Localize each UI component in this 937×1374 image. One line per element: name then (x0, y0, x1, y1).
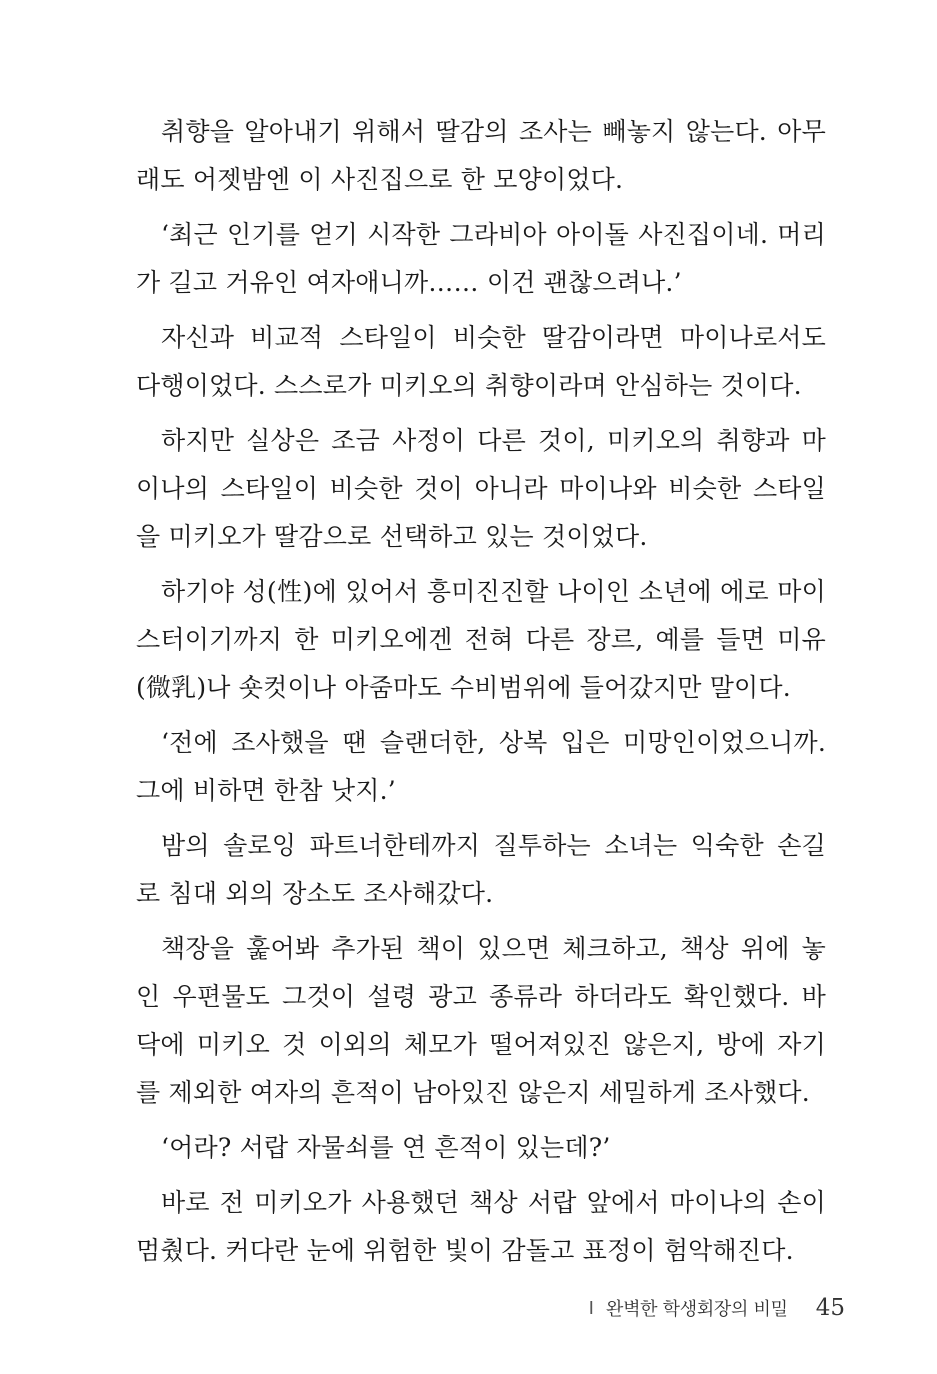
paragraph (136, 1179, 826, 1275)
text-line: 인 우편물도 그것이 설령 광고 종류라 하더라도 확인했다. 바 (136, 982, 826, 1011)
text-line: 자신과 비교적 스타일이 비슷한 딸감이라면 마이나로서도 (161, 323, 826, 352)
text-line: 밤의 솔로잉 파트너한테까지 질투하는 소녀는 익숙한 손길 (161, 831, 826, 860)
text-line: 닥에 미키오 것 이외의 체모가 떨어져있진 않은지, 방에 자기 (136, 1030, 826, 1059)
text-line: 바로 전 미키오가 사용했던 책상 서랍 앞에서 마이나의 손이 (161, 1188, 826, 1217)
text-line: 가 길고 거유인 여자애니까…… 이건 괜찮으려나.’ (136, 268, 682, 297)
body-text (136, 108, 826, 1275)
page-footer (589, 1292, 845, 1324)
text-line: 로 침대 외의 장소도 조사해갔다. (136, 879, 494, 908)
page-number: 45 (815, 1295, 845, 1321)
paragraph (136, 108, 826, 204)
paragraph (136, 314, 826, 410)
paragraph (136, 568, 826, 712)
text-line: 하지만 실상은 조금 사정이 다른 것이, 미키오의 취향과 마 (161, 426, 826, 455)
paragraph (136, 822, 826, 918)
text-line: 책장을 훑어봐 추가된 책이 있으면 체크하고, 책상 위에 놓 (161, 934, 826, 963)
paragraph (136, 1124, 826, 1172)
text-line: ‘최근 인기를 얻기 시작한 그라비아 아이돌 사진집이네. 머리 (161, 220, 826, 249)
text-line: 다행이었다. 스스로가 미키오의 취향이라며 안심하는 것이다. (136, 371, 802, 400)
text-line: (微乳)나 숏컷이나 아줌마도 수비범위에 들어갔지만 말이다. (136, 673, 791, 702)
text-line: ‘전에 조사했을 땐 슬랜더한, 상복 입은 미망인이었으니까. (161, 728, 826, 757)
text-line: 그에 비하면 한참 낫지.’ (136, 776, 396, 805)
paragraph (136, 925, 826, 1117)
text-line: ‘어라? 서랍 자물쇠를 연 흔적이 있는데?’ (161, 1133, 611, 1162)
running-title: 완벽한 학생회장의 비밀 (605, 1299, 788, 1320)
paragraph (136, 211, 826, 307)
text-line: 취향을 알아내기 위해서 딸감의 조사는 빼놓지 않는다. 아무 (161, 117, 826, 146)
text-line: 을 미키오가 딸감으로 선택하고 있는 것이었다. (136, 522, 648, 551)
paragraph (136, 417, 826, 561)
text-line: 이나의 스타일이 비슷한 것이 아니라 마이나와 비슷한 스타일 (136, 474, 826, 503)
text-line: 를 제외한 여자의 흔적이 남아있진 않은지 세밀하게 조사했다. (136, 1078, 810, 1107)
paragraph (136, 719, 826, 815)
text-line: 멈췄다. 커다란 눈에 위험한 빛이 감돌고 표정이 험악해진다. (136, 1236, 794, 1265)
footer-separator: I (588, 1297, 594, 1319)
text-line: 래도 어젯밤엔 이 사진집으로 한 모양이었다. (136, 165, 624, 194)
text-line: 하기야 성(性)에 있어서 흥미진진할 나이인 소년에 에로 마이 (161, 577, 826, 606)
text-line: 스터이기까지 한 미키오에겐 전혀 다른 장르, 예를 들면 미유 (136, 625, 826, 654)
